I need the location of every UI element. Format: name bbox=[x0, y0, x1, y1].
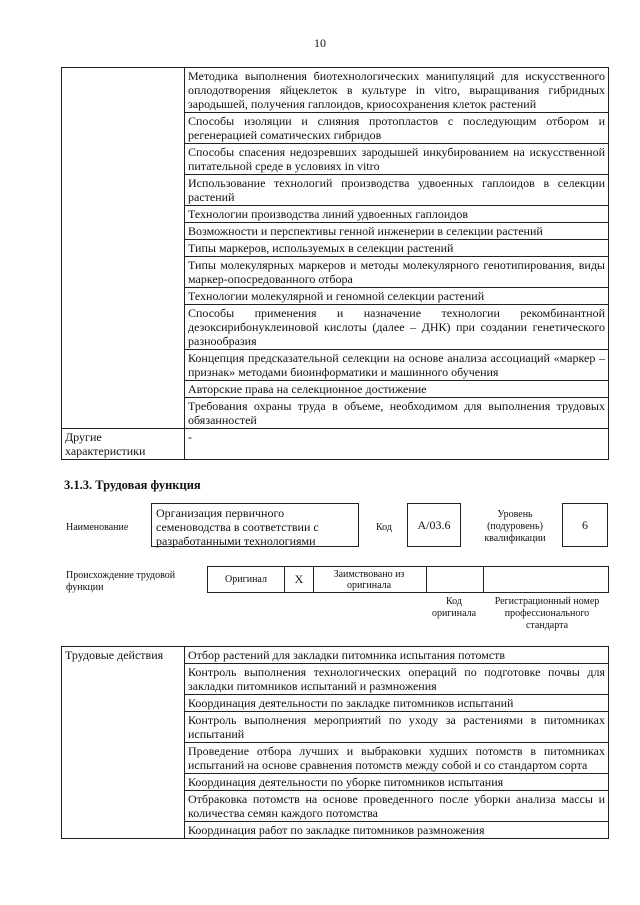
knowledge-item: Способы спасения недозревших зародышей инкубированием на искусственной питательной среде в условиях in vitro bbox=[185, 144, 609, 175]
table-row bbox=[62, 429, 609, 460]
level-value: 6 bbox=[562, 503, 608, 547]
original-checkbox[interactable]: X bbox=[284, 567, 314, 592]
knowledge-item: Возможности и перспективы генной инженерии в селекции растений bbox=[185, 223, 609, 240]
action-item: Контроль выполнения технологических операций по подготовке почвы для закладки питомников испытаний и размножения bbox=[185, 664, 609, 695]
knowledge-item: Типы молекулярных маркеров и методы молекулярного генотипирования, виды маркер-опосредованного отбора bbox=[185, 257, 609, 288]
other-characteristics-value: - bbox=[185, 429, 609, 460]
knowledge-item: Требования охраны труда в объеме, необходимом для выполнения трудовых обязанностей bbox=[185, 398, 609, 429]
action-item: Проведение отбора лучших и выбраковки худших потомств в питомниках испытаний на основе сравнения потомств между собой и со стандартом сорта bbox=[185, 743, 609, 774]
action-item: Отбор растений для закладки питомника испытания потомств bbox=[185, 647, 609, 664]
action-item: Контроль выполнения мероприятий по уходу за растениями в питомниках испытаний bbox=[185, 712, 609, 743]
level-label: Уровень (подуровень) квалификации bbox=[484, 509, 546, 544]
reg-caption: Регистрационный номер профессионального стандарта bbox=[494, 596, 600, 631]
borrowed-label: Заимствовано из оригинала bbox=[333, 569, 405, 591]
action-item: Координация деятельности по закладке питомников испытаний bbox=[185, 695, 609, 712]
page-number: 10 bbox=[314, 36, 326, 50]
knowledge-item: Авторские права на селекционное достижение bbox=[185, 381, 609, 398]
code-label: Код bbox=[376, 522, 392, 533]
knowledge-item: Технологии молекулярной и геномной селекции растений bbox=[185, 288, 609, 305]
code-caption: Код оригинала bbox=[431, 596, 477, 619]
knowledge-item: Концепция предсказательной селекции на основе анализа ассоциаций «маркер – признак» методами биоинформатики и машинного обучения bbox=[185, 350, 609, 381]
action-item: Координация работ по закладке питомников размножения bbox=[185, 822, 609, 839]
knowledge-label-cell bbox=[62, 68, 185, 429]
knowledge-item: Использование технологий производства удвоенных гаплоидов в селекции растений bbox=[185, 175, 609, 206]
original-label: Оригинал bbox=[225, 574, 267, 585]
actions-label: Трудовые действия bbox=[62, 647, 185, 839]
action-item: Координация деятельности по уборке питомников испытания bbox=[185, 774, 609, 791]
knowledge-item: Способы применения и назначение технологии рекомбинантной дезоксирибонуклеиновой кислоты (далее – ДНК) при создании генетического разнообразия bbox=[185, 305, 609, 350]
actions-table bbox=[61, 646, 609, 839]
function-name-value: Организация первичного семеноводства в соответствии с разработанными технологиями bbox=[151, 503, 359, 547]
knowledge-item: Технологии производства линий удвоенных гаплоидов bbox=[185, 206, 609, 223]
origin-box bbox=[207, 566, 609, 593]
table-row bbox=[62, 647, 609, 664]
knowledge-item: Типы маркеров, используемых в селекции растений bbox=[185, 240, 609, 257]
knowledge-item: Методика выполнения биотехнологических манипуляций для искусственного оплодотворения яйцеклеток в культуре in vitro, выращивания гибридных зародышей, получения гаплоидов, криосохранения клеток растений bbox=[185, 68, 609, 113]
original-code-field[interactable] bbox=[426, 567, 484, 592]
action-item: Отбраковка потомств на основе проведенного после уборки анализа массы и количества семян каждого потомства bbox=[185, 791, 609, 822]
other-characteristics-label: Другие характеристики bbox=[62, 429, 185, 460]
table-row bbox=[62, 68, 609, 113]
knowledge-item: Способы изоляции и слияния протопластов с последующим отбором и регенерацией соматических гибридов bbox=[185, 113, 609, 144]
origin-label: Происхождение трудовой функции bbox=[66, 570, 176, 593]
function-code-value: А/03.6 bbox=[407, 503, 461, 547]
name-label: Наименование bbox=[66, 522, 129, 533]
knowledge-table bbox=[61, 67, 609, 460]
section-heading: 3.1.3. Трудовая функция bbox=[64, 478, 201, 492]
